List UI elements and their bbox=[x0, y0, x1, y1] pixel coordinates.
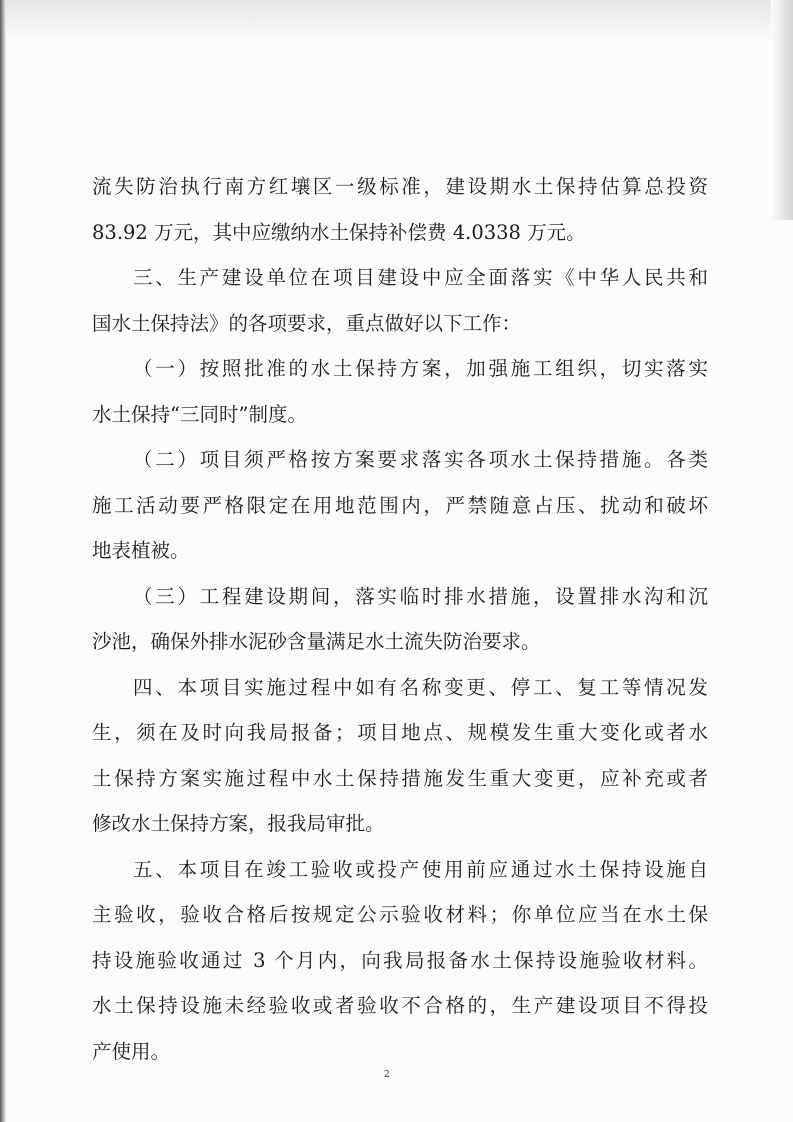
page-number: 2 bbox=[384, 1070, 390, 1080]
body-line: 四、本项目实施过程中如有名称变更、停工、复工等情况发 bbox=[133, 675, 708, 699]
body-line: 修改水土保持方案，报我局审批。 bbox=[92, 812, 385, 835]
document-body bbox=[92, 164, 708, 1074]
body-line: 国水土保持法》的各项要求，重点做好以下工作： bbox=[92, 311, 522, 335]
body-line: 地表植被。 bbox=[92, 539, 190, 562]
body-line: （一）按照批准的水土保持方案，加强施工组织，切实落实 bbox=[133, 357, 708, 380]
scan-edge-top bbox=[0, 0, 793, 40]
body-line: 生，须在及时向我局报备；项目地点、规模发生重大变化或者水 bbox=[92, 721, 708, 744]
body-line: 水土保持设施未经验收或者验收不合格的，生产建设项目不得投 bbox=[92, 994, 708, 1017]
scan-edge-right bbox=[771, 0, 793, 220]
body-line: 土保持方案实施过程中水土保持措施发生重大变更，应补充或者 bbox=[92, 766, 708, 790]
body-line: 沙池，确保外排水泥砂含量满足水土流失防治要求。 bbox=[92, 630, 541, 653]
body-line: 施工活动要严格限定在用地范围内，严禁随意占压、扰动和破坏 bbox=[92, 493, 708, 517]
body-line: 五、本项目在竣工验收或投产使用前应通过水土保持设施自 bbox=[133, 857, 708, 881]
body-line: 产使用。 bbox=[92, 1039, 171, 1063]
body-line: 水土保持“三同时”制度。 bbox=[92, 402, 307, 426]
body-line: （二）项目须严格按方案要求落实各项水土保持措施。各类 bbox=[133, 448, 708, 471]
body-line: 持设施验收通过 3 个月内，向我局报备水土保持设施验收材料。 bbox=[92, 948, 708, 972]
scan-edge-left bbox=[0, 0, 6, 1122]
body-line: （三）工程建设期间，落实临时排水措施，设置排水沟和沉 bbox=[133, 584, 708, 608]
body-line: 主验收，验收合格后按规定公示验收材料；你单位应当在水土保 bbox=[92, 903, 708, 926]
body-line: 流失防治执行南方红壤区一级标准，建设期水土保持估算总投资 bbox=[92, 175, 708, 198]
body-line: 三、生产建设单位在项目建设中应全面落实《中华人民共和 bbox=[133, 266, 708, 289]
body-line: 83.92 万元，其中应缴纳水土保持补偿费 4.0338 万元。 bbox=[92, 220, 586, 244]
